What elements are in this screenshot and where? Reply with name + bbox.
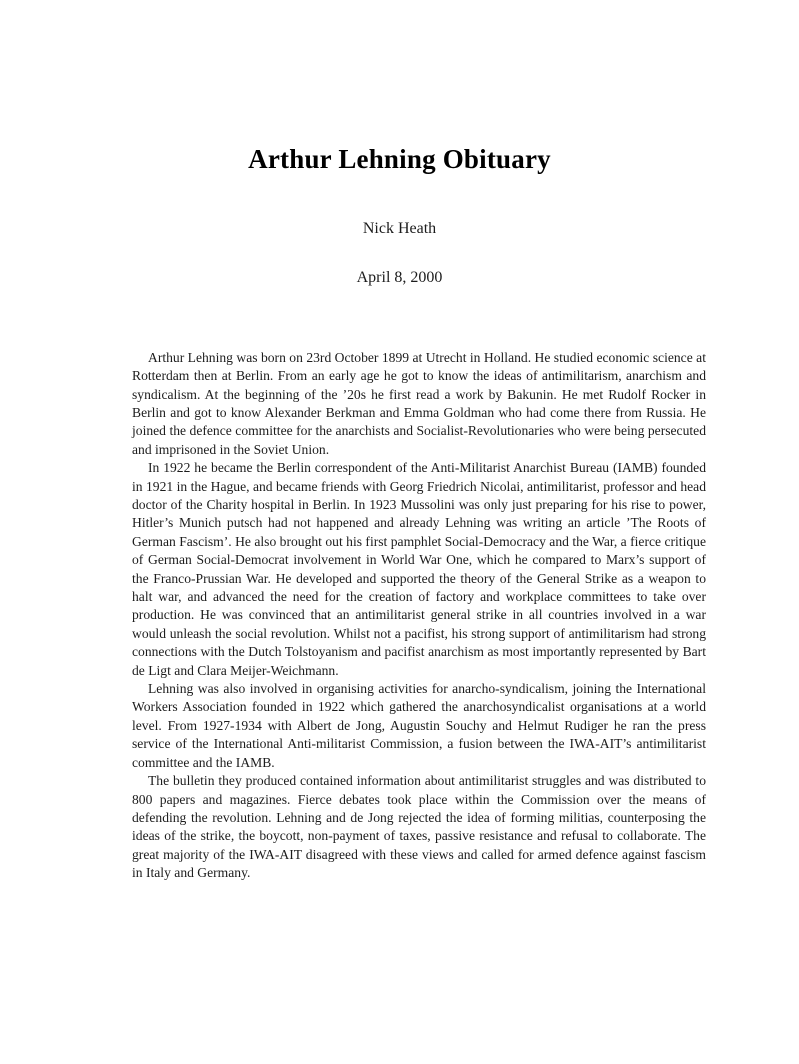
- document-date: April 8, 2000: [356, 268, 443, 286]
- paragraph-2: In 1922 he became the Berlin correspondent of the Anti-Militarist Anarchist Bureau (IAMB) founded in 1921 in the Hague, and became friends with Georg Friedrich Nicolai, antimilitarist, professor and head doctor of the Charity hospital in Berlin. In 1923 Mussolini was only just preparing for his rise to power, Hitler’s Munich putsch had not happened and already Lehning was writing an article ’The Roots of German Fascism’. He also brought out his first pamphlet Social-Democracy and the War, a fierce critique of German Social-Democrat involvement in World War One, which he compared to Marx’s support of the Franco-Prussian War. He developed and supported the theory of the General Strike as a weapon to halt war, and advanced the need for the creation of factory and workplace committees to take over production. He was convinced that an antimilitarist general strike in all countries involved in a war would unleash the social revolution. Whilst not a pacifist, his strong support of antimilitarism had strong connections with the Dutch Tolstoyanism and pacifist anarchism as most importantly represented by Bart de Ligt and Clara Meijer-Weichmann.: [132, 460, 706, 678]
- document-author: Nick Heath: [362, 220, 437, 238]
- document-title: Arthur Lehning Obituary: [248, 144, 551, 174]
- document-body: [132, 349, 706, 883]
- paragraph-4: The bulletin they produced contained information about antimilitarist struggles and was distributed to 800 papers and magazines. Fierce debates took place within the Commission over the means of defending the revolution. Lehning and de Jong rejected the idea of forming militias, counterposing the ideas of the strike, the boycott, non-payment of taxes, passive resistance and refusal to collaborate. The great majority of the IWA-AIT disagreed with these views and called for armed defence against fascism in Italy and Germany.: [132, 773, 706, 881]
- paragraph-3: Lehning was also involved in organising activities for anarcho-syndicalism, joining the International Workers Association founded in 1922 which gathered the anarchosyndicalist organisations at a world level. From 1927-1934 with Albert de Jong, Augustin Souchy and Helmut Rudiger he ran the press service of the International Anti-militarist Commission, a fusion between the IWA-AIT’s antimilitarist committee and the IAMB.: [132, 681, 706, 770]
- paragraph-1: Arthur Lehning was born on 23rd October 1899 at Utrecht in Holland. He studied economic science at Rotterdam then at Berlin. From an early age he got to know the ideas of antimilitarism, anarchism and syndicalism. At the beginning of the ’20s he first read a work by Bakunin. He met Rudolf Rocker in Berlin and got to know Alexander Berkman and Emma Goldman who had come there from Russia. He joined the defence committee for the anarchists and Socialist-Revolutionaries who were being persecuted and imprisoned in the Soviet Union.: [132, 349, 706, 457]
